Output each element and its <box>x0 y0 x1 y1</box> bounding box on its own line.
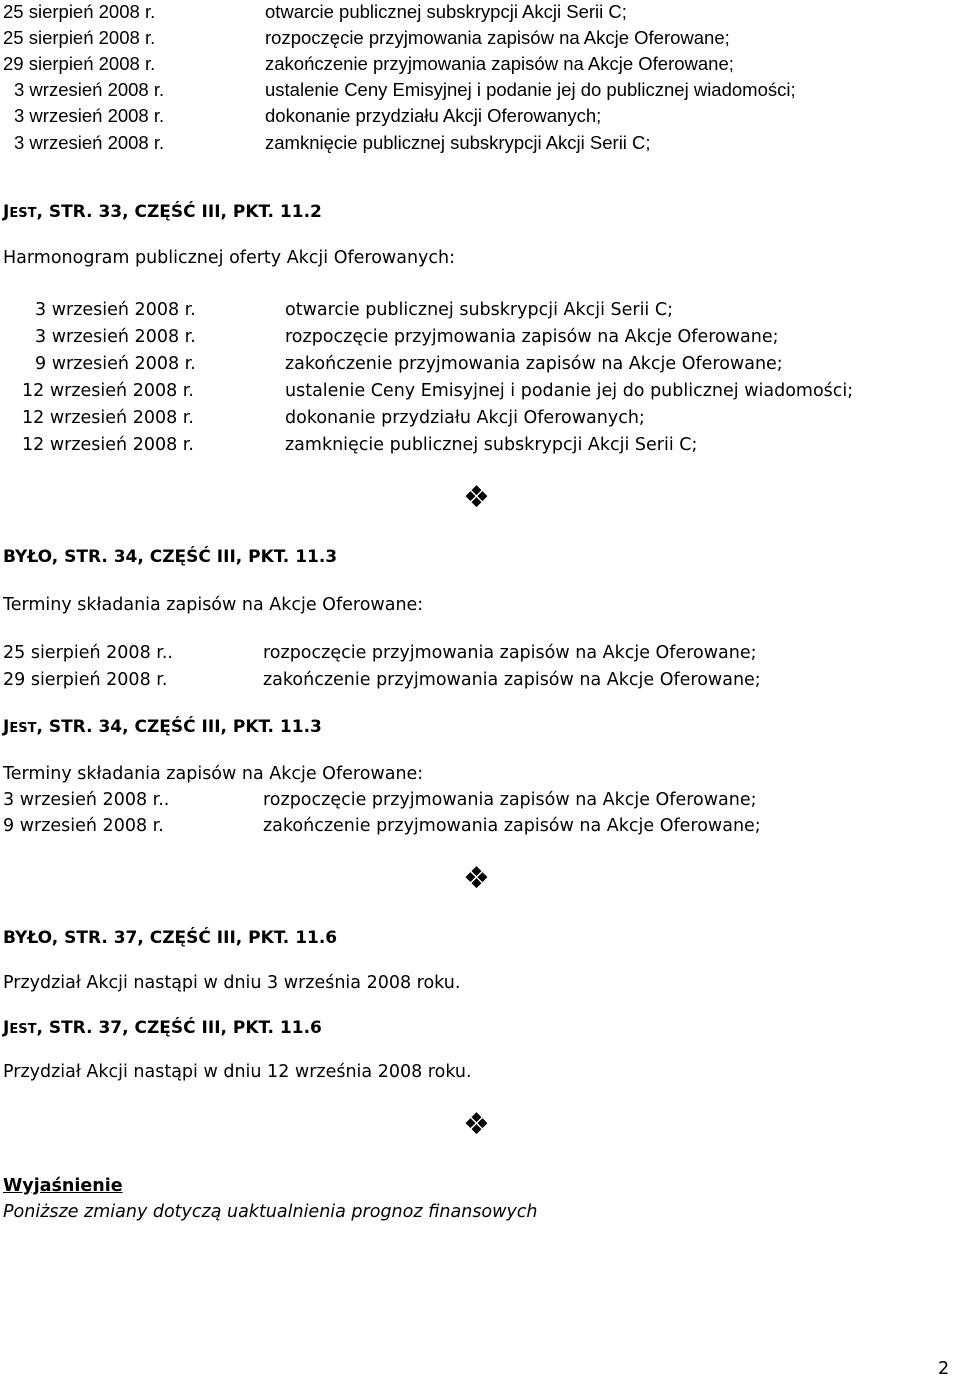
schedule-date: 12 wrzesień 2008 r. <box>22 435 194 455</box>
allocation-text: Przydział Akcji nastąpi w dniu 12 września 2008 roku. <box>3 1062 472 1082</box>
schedule-event: dokonanie przydziału Akcji Oferowanych; <box>265 105 602 126</box>
page-number: 2 <box>938 1359 950 1379</box>
schedule-event: rozpoczęcie przyjmowania zapisów na Akcje Oferowane; <box>263 790 757 810</box>
subscription-terms-intro: Terminy składania zapisów na Akcje Oferowane: <box>3 764 424 784</box>
schedule-date: 12 wrzesień 2008 r. <box>22 381 194 401</box>
schedule-event: ustalenie Ceny Emisyjnej i podanie jej do publicznej wiadomości; <box>285 381 854 401</box>
subscription-terms-intro: Terminy składania zapisów na Akcje Oferowane: <box>3 595 424 615</box>
section-heading-is: JEST, STR. 33, CZĘŚĆ III, PKT. 11.2 <box>3 202 322 222</box>
schedule-date: 25 sierpień 2008 r. <box>3 1 156 22</box>
section-heading-is: JEST, STR. 34, CZĘŚĆ III, PKT. 11.3 <box>3 717 322 737</box>
schedule-date: 3 wrzesień 2008 r.. <box>3 790 170 810</box>
section-heading-was: BYŁO, STR. 37, CZĘŚĆ III, PKT. 11.6 <box>3 928 338 948</box>
schedule-event: zakończenie przyjmowania zapisów na Akcje Oferowane; <box>285 354 783 374</box>
schedule-date: 3 wrzesień 2008 r. <box>14 79 165 100</box>
ornament-diamond-icon: ❖ <box>463 861 490 896</box>
schedule-event: zakończenie przyjmowania zapisów na Akcje Oferowane; <box>263 670 761 690</box>
explanation-text: Poniższe zmiany dotyczą uaktualnienia prognoz finansowych <box>3 1202 538 1222</box>
schedule-date: 12 wrzesień 2008 r. <box>22 408 194 428</box>
schedule-event: rozpoczęcie przyjmowania zapisów na Akcje Oferowane; <box>263 643 757 663</box>
schedule-date: 25 sierpień 2008 r. <box>3 27 156 48</box>
schedule-event: ustalenie Ceny Emisyjnej i podanie jej do publicznej wiadomości; <box>265 79 796 100</box>
allocation-text: Przydział Akcji nastąpi w dniu 3 września 2008 roku. <box>3 973 461 993</box>
schedule-date: 9 wrzesień 2008 r. <box>3 816 164 836</box>
section-heading-is: JEST, STR. 37, CZĘŚĆ III, PKT. 11.6 <box>3 1018 322 1038</box>
schedule-date: 9 wrzesień 2008 r. <box>35 354 196 374</box>
schedule-date: 3 wrzesień 2008 r. <box>14 132 165 153</box>
ornament-diamond-icon: ❖ <box>463 1107 490 1142</box>
schedule-date: 3 wrzesień 2008 r. <box>35 300 196 320</box>
schedule-date: 25 sierpień 2008 r.. <box>3 643 173 663</box>
ornament-diamond-icon: ❖ <box>463 480 490 515</box>
schedule-event: zamknięcie publicznej subskrypcji Akcji Serii C; <box>285 435 698 455</box>
schedule-event: zakończenie przyjmowania zapisów na Akcje Oferowane; <box>265 53 734 74</box>
schedule-event: zamknięcie publicznej subskrypcji Akcji Serii C; <box>265 132 651 153</box>
schedule-event: zakończenie przyjmowania zapisów na Akcje Oferowane; <box>263 816 761 836</box>
schedule-date: 29 sierpień 2008 r. <box>3 53 156 74</box>
explanation-title: Wyjaśnienie <box>3 1176 123 1196</box>
schedule-date: 29 sierpień 2008 r. <box>3 670 168 690</box>
schedule-event: rozpoczęcie przyjmowania zapisów na Akcje Oferowane; <box>265 27 730 48</box>
schedule-intro: Harmonogram publicznej oferty Akcji Oferowanych: <box>3 248 456 268</box>
schedule-event: otwarcie publicznej subskrypcji Akcji Serii C; <box>285 300 673 320</box>
schedule-event: rozpoczęcie przyjmowania zapisów na Akcje Oferowane; <box>285 327 779 347</box>
schedule-event: dokonanie przydziału Akcji Oferowanych; <box>285 408 645 428</box>
schedule-date: 3 wrzesień 2008 r. <box>35 327 196 347</box>
schedule-event: otwarcie publicznej subskrypcji Akcji Serii C; <box>265 1 627 22</box>
section-heading-was: BYŁO, STR. 34, CZĘŚĆ III, PKT. 11.3 <box>3 547 338 567</box>
schedule-date: 3 wrzesień 2008 r. <box>14 105 165 126</box>
